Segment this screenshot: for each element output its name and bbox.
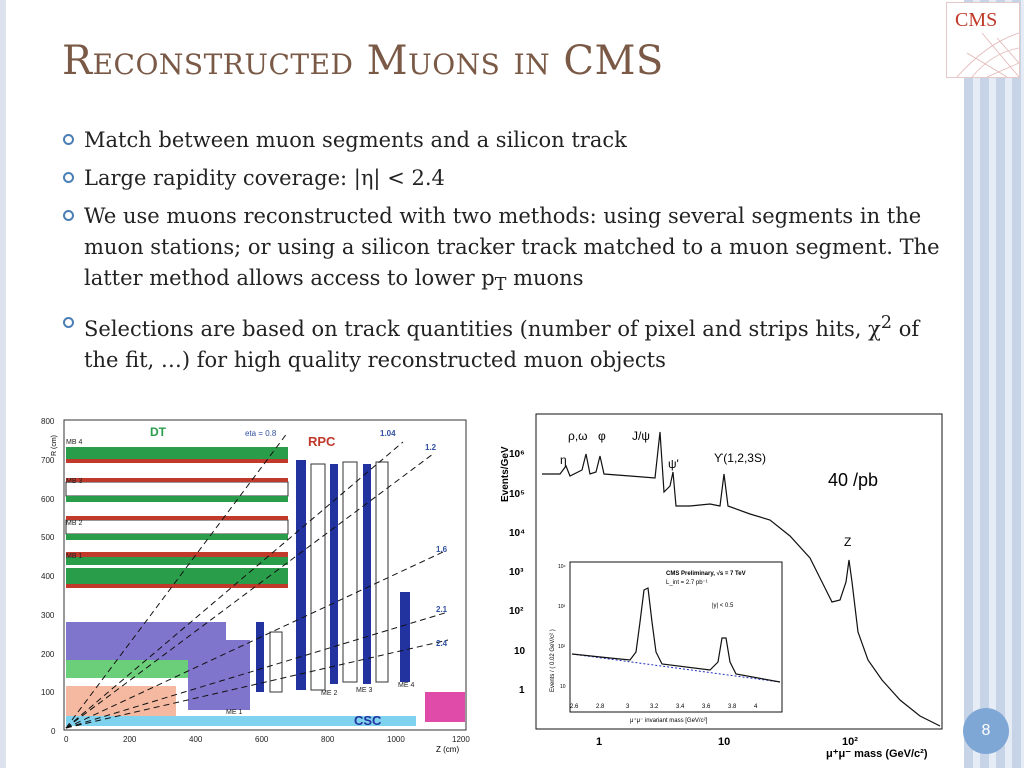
- svg-text:800: 800: [321, 735, 335, 744]
- svg-text:ME 4: ME 4: [398, 682, 415, 689]
- svg-text:10⁴: 10⁴: [558, 564, 566, 570]
- svg-text:10²: 10²: [558, 644, 566, 650]
- svg-text:700: 700: [41, 456, 55, 465]
- svg-text:600: 600: [255, 735, 269, 744]
- svg-text:2.4: 2.4: [436, 639, 448, 648]
- svg-text:φ: φ: [598, 429, 606, 443]
- svg-text:500: 500: [41, 533, 55, 542]
- bullet-item: We use muons reconstructed with two methods: using several segments in the muon stations; or using a silicon tracker track matched to a muon segment. The latter method allows access to lower $p_T$ muons: [62, 201, 942, 301]
- left-border: [0, 0, 6, 768]
- svg-text:ρ,ω: ρ,ω: [568, 429, 588, 443]
- svg-text:1: 1: [519, 685, 525, 696]
- svg-text:J/ψ: J/ψ: [632, 429, 650, 443]
- svg-text:2.8: 2.8: [596, 704, 605, 710]
- svg-text:1200: 1200: [452, 735, 470, 744]
- svg-text:1: 1: [596, 736, 603, 748]
- svg-text:2.1: 2.1: [436, 605, 448, 614]
- tracker-region: [66, 686, 176, 716]
- bullet-item: Large rapidity coverage: |η| < 2.4: [62, 163, 942, 194]
- logo-mesh-icon: [947, 3, 1019, 77]
- svg-text:10³: 10³: [509, 567, 524, 578]
- svg-text:10²: 10²: [509, 606, 524, 617]
- bullet-icon: [63, 210, 74, 221]
- decorative-stripes: [964, 0, 1024, 768]
- svg-text:10⁴: 10⁴: [509, 528, 526, 539]
- page-number: 8: [963, 708, 1009, 754]
- logo-text: CMS: [955, 9, 998, 31]
- svg-text:3.8: 3.8: [728, 704, 737, 710]
- svg-text:0: 0: [64, 735, 69, 744]
- x-tick-labels: [596, 736, 858, 748]
- svg-text:MB 3: MB 3: [66, 478, 83, 485]
- svg-text:300: 300: [41, 611, 55, 620]
- svg-text:10: 10: [560, 684, 566, 690]
- svg-text:3.4: 3.4: [676, 704, 685, 710]
- svg-text:1000: 1000: [387, 735, 405, 744]
- bullet-item: Selections are based on track quantities (number of pixel and strips hits, $\chi^2$ of the fit, …) for high quality reconstructed muon objects: [62, 308, 942, 376]
- svg-text:3.6: 3.6: [702, 704, 711, 710]
- svg-text:CMS Preliminary, √s = 7 TeV: CMS Preliminary, √s = 7 TeV: [666, 571, 746, 577]
- svg-text:200: 200: [123, 735, 137, 744]
- svg-text:ME 2: ME 2: [321, 690, 338, 697]
- eta-label: eta = 0.8: [245, 429, 277, 438]
- svg-text:10³: 10³: [558, 604, 566, 610]
- svg-text:10⁶: 10⁶: [509, 449, 525, 460]
- bullet-list: [62, 125, 942, 383]
- svg-text:100: 100: [41, 688, 55, 697]
- svg-text:1.04: 1.04: [380, 429, 396, 438]
- dimuon-mass-spectrum: [490, 412, 946, 768]
- svg-text:800: 800: [41, 417, 55, 426]
- svg-text:200: 200: [41, 650, 55, 659]
- bullet-icon: [63, 317, 74, 328]
- svg-text:ME 3: ME 3: [356, 687, 373, 694]
- slide-title: Reconstructed Muons in CMS: [62, 38, 664, 84]
- svg-text:MB 2: MB 2: [66, 520, 83, 527]
- cms-quadrant-diagram: [38, 412, 480, 768]
- svg-text:10: 10: [514, 646, 526, 657]
- y-tick-labels: [509, 449, 526, 696]
- svg-text:1.2: 1.2: [425, 443, 437, 452]
- y-axis-label: Events/GeV: [500, 446, 511, 502]
- svg-text:ψ': ψ': [668, 457, 679, 471]
- svg-text:η: η: [560, 453, 567, 467]
- svg-text:3.2: 3.2: [650, 704, 659, 710]
- svg-text:Events / ( 0.02 GeV/c² ): Events / ( 0.02 GeV/c² ): [550, 629, 556, 692]
- svg-text:400: 400: [41, 572, 55, 581]
- svg-text:10: 10: [718, 736, 731, 748]
- svg-text:10⁵: 10⁵: [509, 489, 525, 500]
- svg-text:ϒ(1,2,3S): ϒ(1,2,3S): [714, 451, 766, 465]
- r-axis-label: R (cm): [51, 435, 58, 456]
- inset-plot: [550, 562, 782, 724]
- svg-text:1.6: 1.6: [436, 545, 448, 554]
- svg-text:MB 4: MB 4: [66, 439, 83, 446]
- bullet-icon: [63, 134, 74, 145]
- svg-text:600: 600: [41, 495, 55, 504]
- svg-text:|y| < 0.5: |y| < 0.5: [712, 603, 734, 609]
- rpc-label: RPC: [308, 434, 336, 449]
- y-tick-labels: [41, 417, 56, 736]
- cms-logo: [946, 2, 1020, 78]
- svg-text:3: 3: [626, 704, 630, 710]
- bullet-item: Match between muon segments and a silicon track: [62, 125, 942, 156]
- svg-text:10²: 10²: [842, 736, 858, 748]
- svg-text:2.6: 2.6: [570, 704, 579, 710]
- svg-text:Z: Z: [844, 535, 852, 549]
- svg-text:400: 400: [189, 735, 203, 744]
- svg-text:MB 1: MB 1: [66, 553, 83, 560]
- csc-label: CSC: [354, 713, 382, 728]
- svg-text:4: 4: [754, 704, 758, 710]
- dt-label: DT: [150, 425, 166, 439]
- svg-text:L_int = 2.7 pb⁻¹: L_int = 2.7 pb⁻¹: [666, 580, 708, 586]
- bullet-icon: [63, 172, 74, 183]
- luminosity-label: 40 /pb: [828, 470, 879, 490]
- svg-text:μ⁺μ⁻ invariant mass [GeV/c²]: μ⁺μ⁻ invariant mass [GeV/c²]: [630, 718, 708, 724]
- forward-region: [425, 692, 465, 722]
- z-axis-label: Z (cm): [436, 745, 460, 754]
- x-tick-labels: [64, 735, 470, 744]
- x-axis-label: μ⁺μ⁻ mass (GeV/c²): [826, 748, 928, 760]
- svg-text:0: 0: [51, 727, 56, 736]
- svg-text:ME 1: ME 1: [226, 709, 243, 716]
